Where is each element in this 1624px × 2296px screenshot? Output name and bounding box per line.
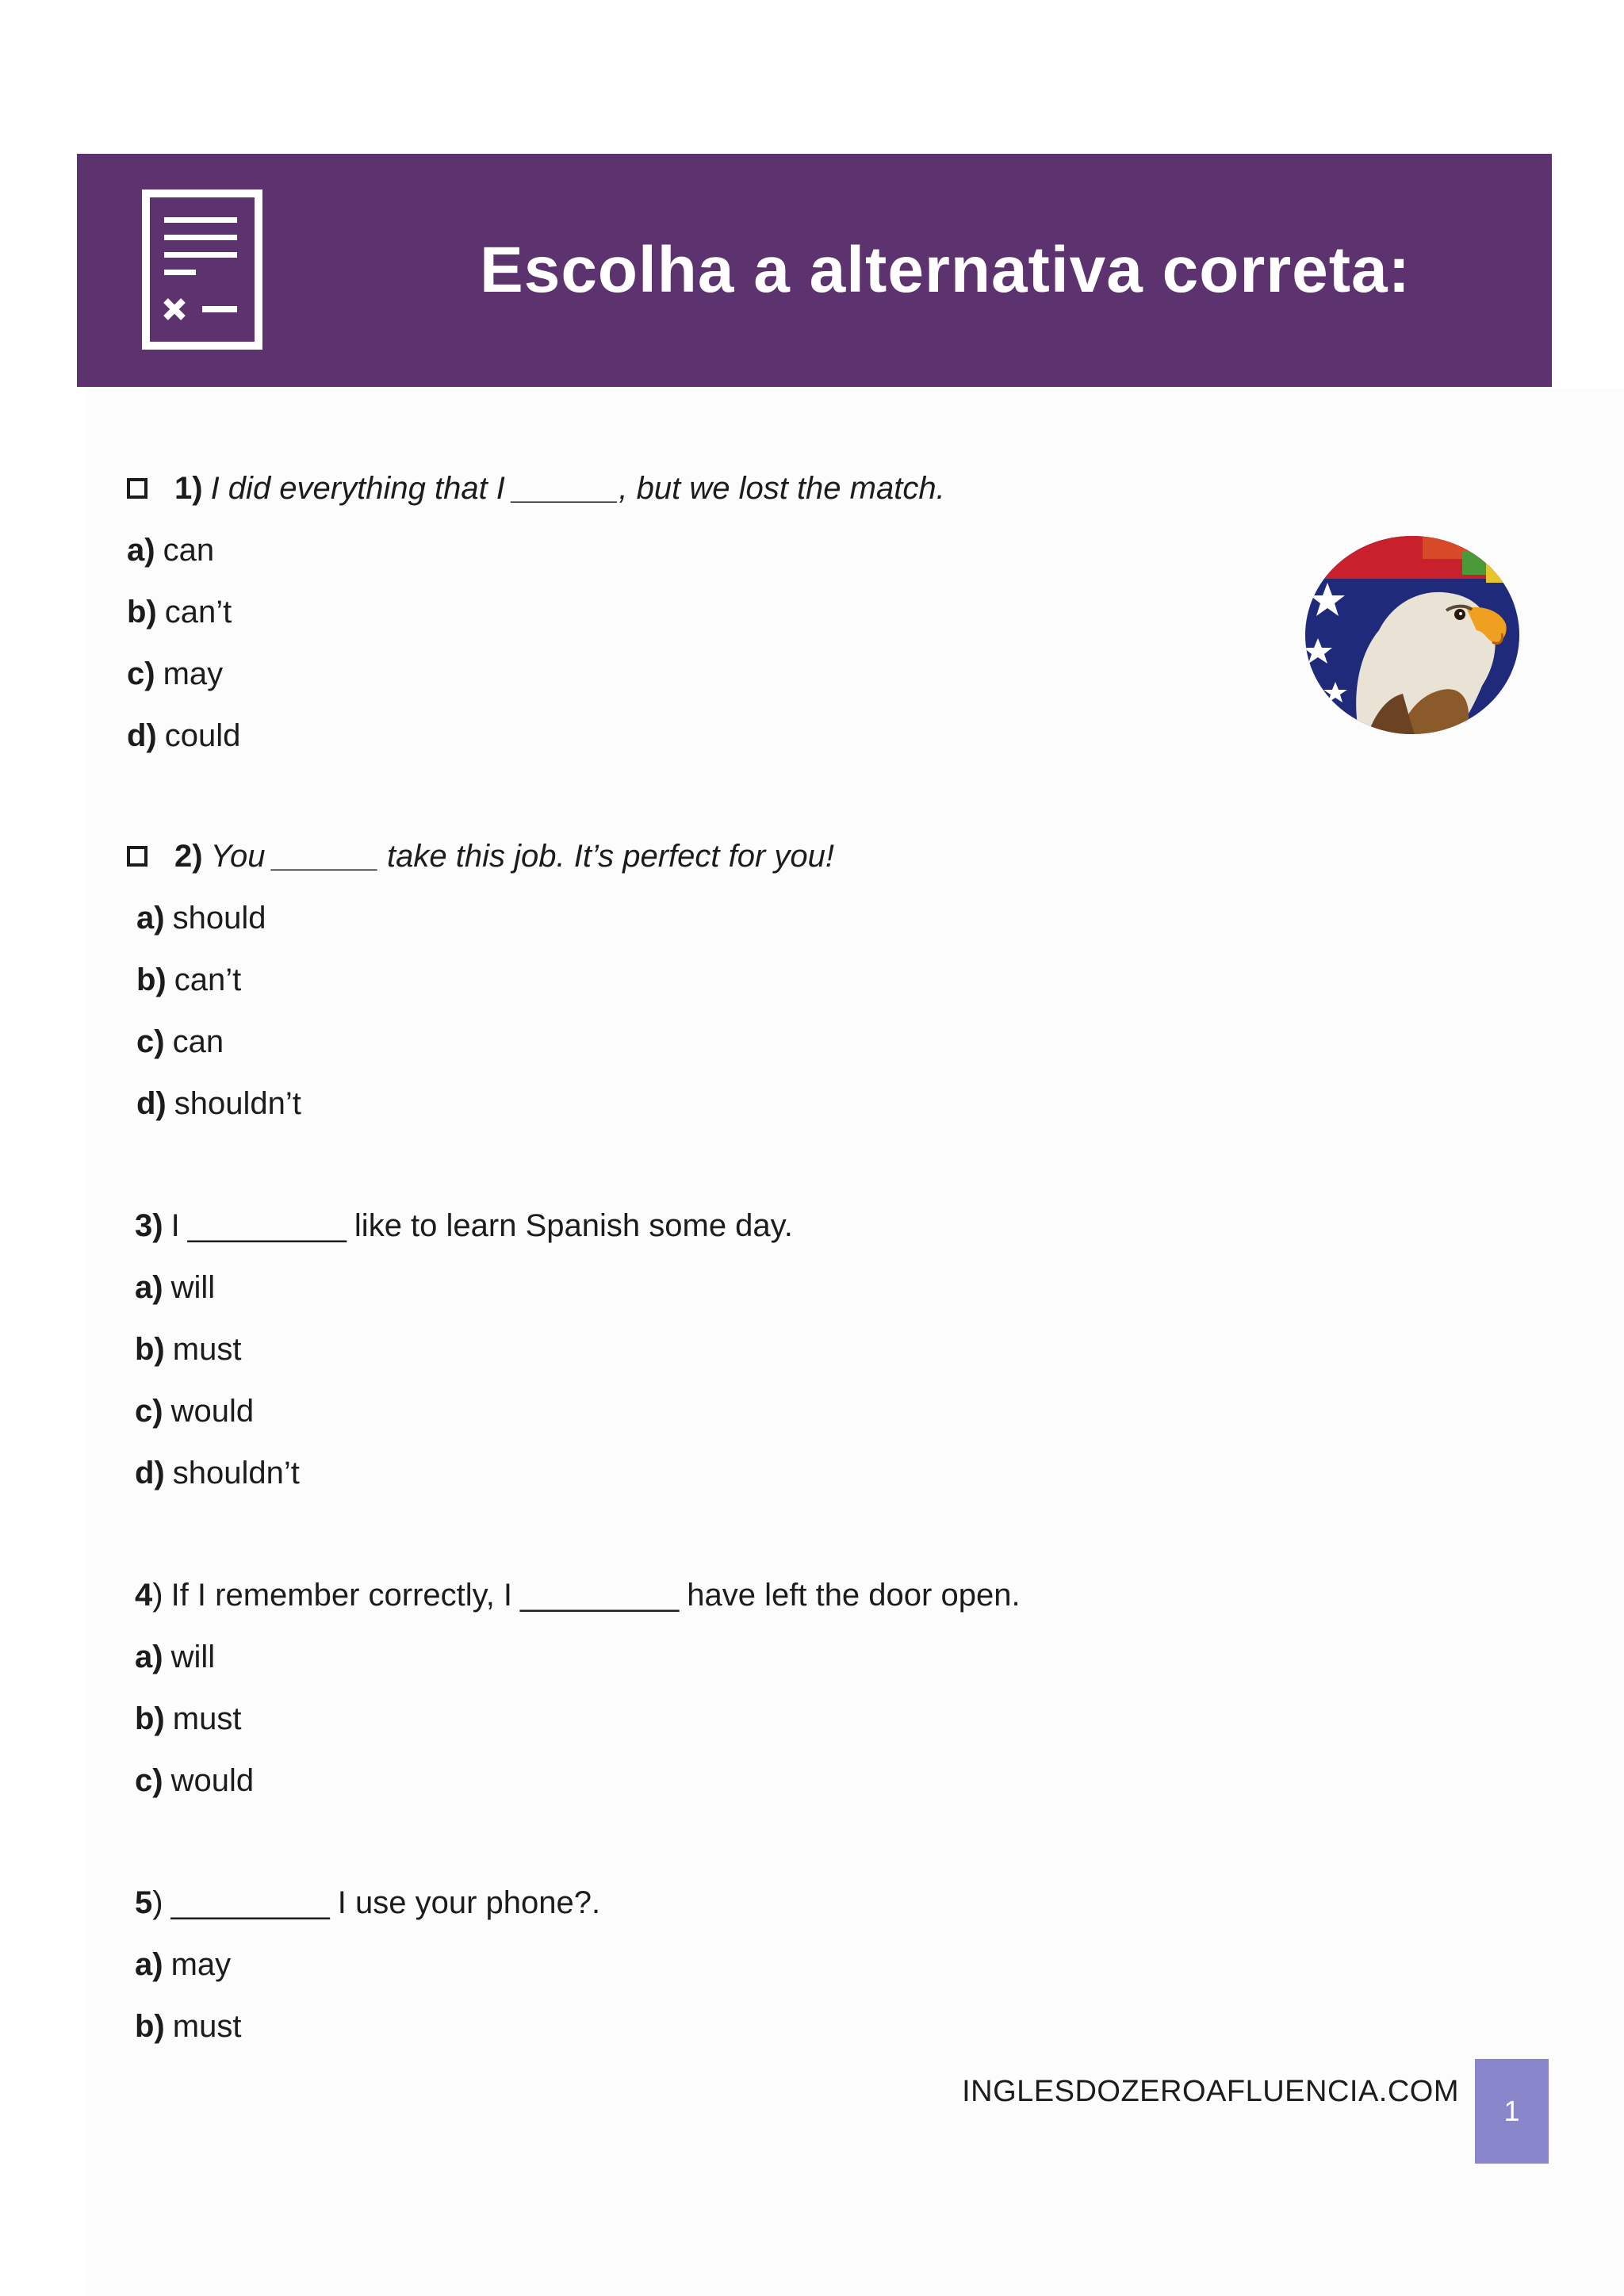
question-blank: _________ [520,1578,680,1613]
option-b[interactable] [135,1700,1021,1738]
option-text: can [163,533,215,568]
header-banner [77,154,1552,387]
option-text: shouldn’t [174,1086,301,1121]
option-letter: a) [135,1640,163,1674]
page-title: Escolha a alternativa correta: [480,234,1411,306]
option-letter: b) [136,962,167,997]
option-text: must [172,1332,242,1367]
option-letter: d) [136,1086,167,1121]
option-text: may [170,1947,232,1982]
option-text: can [172,1024,224,1059]
option-b[interactable] [127,593,945,631]
question-checkbox[interactable] [127,478,147,499]
option-text: could [164,718,241,753]
question-number: 5 [135,1885,153,1920]
option-b[interactable] [136,961,834,999]
option-a[interactable] [135,1946,600,1984]
option-c[interactable] [127,655,945,693]
option-text: will [170,1640,216,1674]
page-number-badge [1475,2059,1549,2164]
question-text-pre: If I remember correctly, I [170,1578,513,1613]
option-letter: c) [135,1763,163,1798]
question-number: 4 [135,1578,153,1613]
footer-website: INGLESDOZEROAFLUENCIA.COM [962,2075,1459,2108]
question-blank: ______ [273,839,380,874]
american-eagle-flag-image [1304,535,1521,736]
option-letter: b) [135,2009,165,2044]
option-letter: b) [135,1701,165,1736]
question-number-suffix: ) [152,1885,163,1920]
question-number-suffix: ) [152,1578,163,1613]
question-4 [135,1576,1021,1800]
question-text-post: have left the door open. [687,1578,1021,1613]
question-checkbox[interactable] [127,846,147,867]
option-text: will [170,1270,216,1305]
option-c[interactable] [136,1023,834,1061]
option-text: would [170,1763,255,1798]
question-stem [127,837,834,875]
exam-sheet-icon [142,189,262,350]
question-3 [135,1207,793,1492]
question-number: 3) [135,1208,163,1243]
option-c[interactable] [135,1392,793,1430]
question-stem [135,1884,600,1922]
option-letter: d) [135,1456,165,1490]
option-letter: c) [136,1024,165,1059]
option-letter: b) [127,595,157,629]
option-a[interactable] [127,531,945,569]
option-letter: a) [135,1947,163,1982]
option-d[interactable] [135,1454,793,1492]
page-number: 1 [1503,2095,1520,2127]
option-b[interactable] [135,2007,600,2045]
option-text: must [172,2009,242,2044]
question-stem [135,1576,1021,1614]
option-text: would [170,1394,255,1429]
question-number: 1) [174,471,203,506]
question-text-post: , but we lost the match. [619,471,945,506]
question-stem [135,1207,793,1245]
option-letter: b) [135,1332,165,1367]
option-letter: c) [127,656,155,691]
question-1 [127,469,945,755]
option-text: can’t [174,962,242,997]
question-blank: _________ [187,1208,347,1243]
option-text: must [172,1701,242,1736]
question-blank: _________ [170,1885,330,1920]
option-a[interactable] [136,899,834,937]
option-d[interactable] [127,717,945,755]
question-5 [135,1884,600,2045]
option-a[interactable] [135,1638,1021,1676]
question-text-post: I use your phone?. [337,1885,601,1920]
question-number: 2) [174,839,203,874]
question-text-post: take this job. It’s perfect for you! [387,839,835,874]
question-blank: ______ [512,471,619,506]
option-letter: a) [135,1270,163,1305]
option-letter: d) [127,718,157,753]
option-d[interactable] [136,1085,834,1123]
option-a[interactable] [135,1269,793,1307]
question-text-post: like to learn Spanish some day. [354,1208,793,1243]
option-letter: a) [127,533,155,568]
option-text: shouldn’t [172,1456,300,1490]
option-text: can’t [164,595,232,629]
option-c[interactable] [135,1762,1021,1800]
option-letter: c) [135,1394,163,1429]
option-letter: a) [136,901,165,936]
option-b[interactable] [135,1330,793,1368]
option-text: should [172,901,266,936]
option-text: may [163,656,224,691]
question-stem [127,469,945,507]
question-text-pre: You [210,839,266,874]
question-text-pre: I [170,1208,180,1243]
question-2 [127,837,834,1123]
question-text-pre: I did everything that I [210,471,505,506]
